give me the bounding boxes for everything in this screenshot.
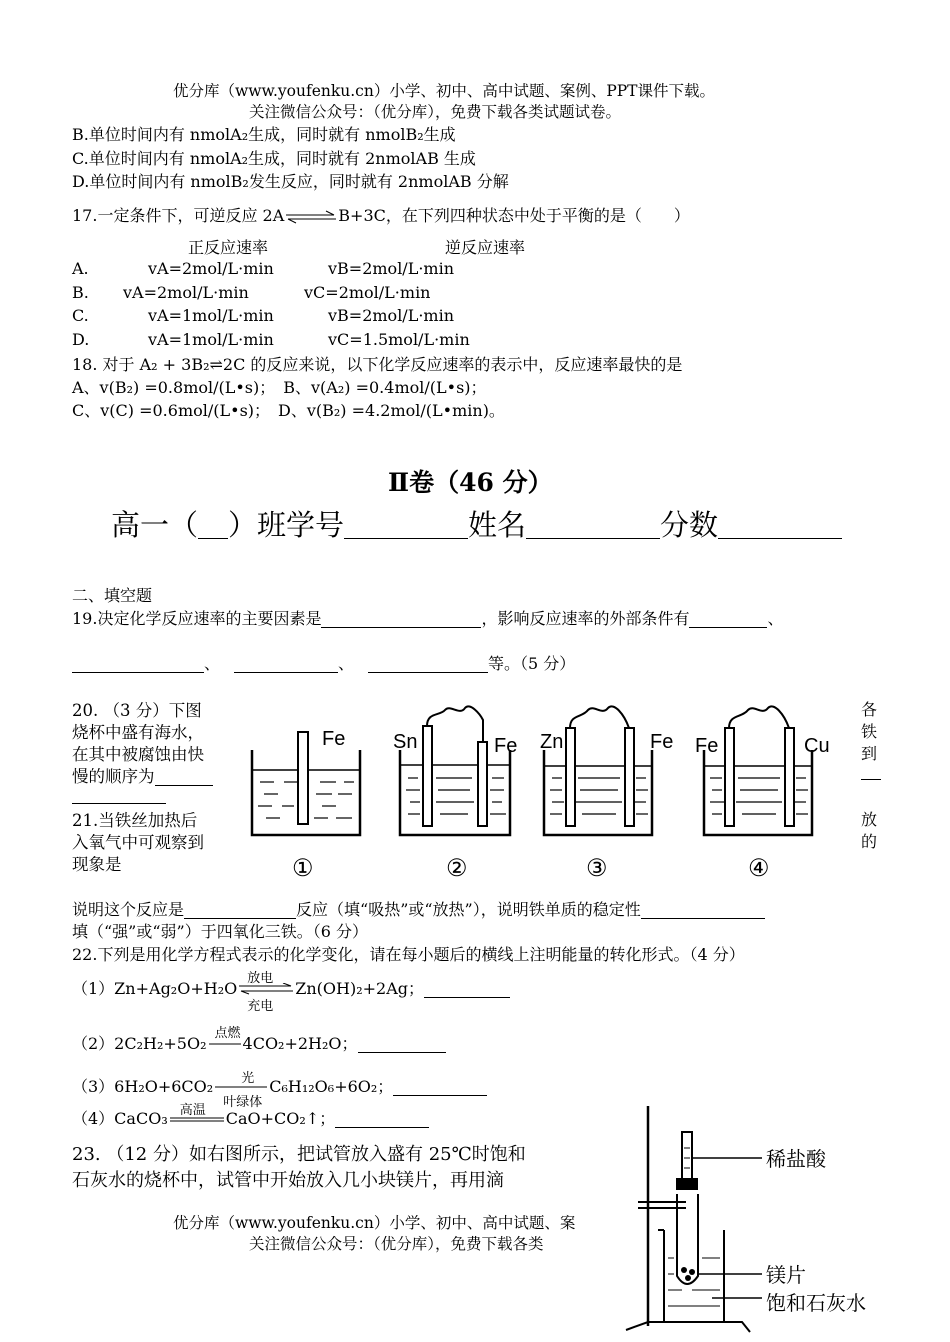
q22-eq-4-post: CaO+CO₂↑； [225, 1109, 336, 1128]
q20-right-blank[interactable] [861, 779, 881, 780]
q17-row-d-label: D. [72, 330, 90, 349]
q22-eq-2-post: 4CO₂+2H₂O； [242, 1034, 358, 1053]
q19-sep-1: 、 [204, 654, 221, 673]
score-blank[interactable] [718, 510, 842, 539]
q22-blank-1[interactable] [424, 979, 510, 998]
q21-blank-2[interactable] [641, 900, 765, 919]
q23-line-2: 石灰水的烧杯中，试管中开始放入几小块镁片，再用滴 [72, 1170, 504, 1191]
q22-eq-1-bot: 充电 [247, 998, 274, 1014]
q19-blank-2[interactable] [689, 609, 767, 628]
q20-right-2: 铁 [861, 722, 878, 741]
beaker-4-right-label: Cu [804, 735, 830, 757]
q22-eq-1-pre: （1）Zn+Ag₂O+H₂O [72, 979, 238, 998]
student-number-blank[interactable] [344, 510, 468, 539]
q21-line-3: 现象是 [72, 855, 122, 874]
q21-line-2: 入氧气中可观察到 [72, 833, 204, 852]
q21-blank-1[interactable] [184, 900, 296, 919]
beaker-3 [540, 706, 673, 882]
footer-line-1: 优分库（www.youfenku.cn）小学、初中、高中试题、案 [173, 1214, 576, 1232]
q16-option-c: C.单位时间内有 nmolA₂生成，同时就有 2nmolAB 生成 [72, 149, 476, 168]
q22-eq-4-top: 高温 [179, 1102, 206, 1118]
section-title: 二、填空题 [72, 586, 153, 605]
beaker-2-left-label: Sn [393, 731, 418, 753]
q18-stem: 18. 对于 A₂ + 3B₂⇌2C 的反应来说，以下化学反应速率的表示中，反应速率最快的是 [72, 355, 683, 374]
q17-row-b-label: B. [72, 283, 89, 302]
arrow-icon [213, 1070, 269, 1110]
q17-row-d-fwd: vA=1mol/L·min [148, 330, 274, 349]
q17-col-reverse: 逆反应速率 [445, 238, 526, 257]
apparatus-label-limewater: 饱和石灰水 [766, 1293, 866, 1315]
q21-line-1: 21.当铁丝加热后 [72, 811, 198, 830]
q19-end: 等。（5 分） [488, 654, 576, 673]
q19-blank-3[interactable] [72, 654, 204, 673]
q22-eq-2 [72, 1025, 446, 1054]
apparatus-label-acid: 稀盐酸 [766, 1149, 826, 1171]
q21-right-1: 放 [861, 810, 878, 829]
q19-post: 、 [767, 609, 784, 628]
name-blank[interactable] [526, 510, 660, 539]
q22-eq-1 [72, 970, 510, 1014]
q20-line-3: 在其中被腐蚀由快 [72, 745, 204, 764]
q20-blank-1[interactable] [155, 767, 213, 786]
beaker-4-number: ④ [748, 855, 770, 882]
class-blank[interactable] [198, 510, 228, 539]
q17-col-forward: 正反应速率 [188, 238, 269, 257]
q20-blank-row [72, 785, 166, 804]
header-line-2: 关注微信公众号：（优分库），免费下载各类试题试卷。 [249, 103, 622, 121]
q22-eq-3-top: 光 [241, 1070, 255, 1086]
q22-eq-4-pre: （4）CaCO₃ [72, 1109, 168, 1128]
q20-right-3: 到 [861, 744, 878, 763]
q17-row-a-label: A. [72, 259, 89, 278]
q22-eq-1-post: Zn(OH)₂+2Ag； [295, 979, 425, 998]
q21-cont-2: 反应（填“吸热”或“放热”），说明铁单质的稳定性 [296, 900, 641, 919]
beaker-1-right-label: Fe [322, 728, 346, 750]
q17-row-c-label: C. [72, 306, 89, 325]
beaker-3-number: ③ [586, 855, 608, 882]
q19-sep-2: 、 [338, 654, 355, 673]
q17-stem [72, 203, 690, 226]
q18-options-ab: A、v(B₂) =0.8mol/(L•s)； B、v(A₂) =0.4mol/(L•s)； [72, 378, 487, 397]
q21-cont-3: 填（“强”或“弱”）于四氧化三铁。（6 分） [72, 922, 368, 941]
q22-eq-2-pre: （2）2C₂H₂+5O₂ [72, 1034, 207, 1053]
q22-blank-3[interactable] [393, 1077, 487, 1096]
q19-pre: 19.决定化学反应速率的主要因素是 [72, 609, 322, 628]
q20-line-4 [72, 763, 213, 787]
q17-row-b-rev: vC=2mol/L·min [304, 283, 431, 302]
class-label-pre: 高一（ [111, 508, 199, 542]
q21-cont-1 [72, 897, 765, 920]
score-label: 分数 [660, 508, 719, 542]
q22-blank-4[interactable] [335, 1109, 429, 1128]
beaker-4-left-label: Fe [695, 735, 719, 757]
q19-blank-4[interactable] [234, 654, 338, 673]
q22-eq-1-top: 放电 [247, 970, 274, 986]
q22-eq-3-bot: 叶绿体 [223, 1094, 263, 1110]
footer-line-2: 关注微信公众号：（优分库），免费下载各类 [249, 1235, 544, 1253]
q21-cont-1-pre: 说明这个反应是 [72, 900, 185, 919]
q17-stem-post: B+3C，在下列四种状态中处于平衡的是（ ） [338, 206, 690, 225]
q20-line-4-text: 慢的顺序为 [72, 767, 155, 786]
beaker-3-left-label: Zn [540, 731, 564, 753]
q19-line-2 [72, 651, 575, 674]
student-info-line [111, 503, 842, 544]
corrosion-beakers-figure [240, 690, 850, 890]
header-line-1: 优分库（www.youfenku.cn）小学、初中、高中试题、案例、PPT课件下载。 [173, 82, 716, 100]
q20-blank-2[interactable] [72, 785, 166, 804]
q22-eq-3-pre: （3）6H₂O+6CO₂ [72, 1077, 214, 1096]
q17-row-d-rev: vC=1.5mol/L·min [328, 330, 470, 349]
q21-right-2: 的 [861, 832, 878, 851]
q23-line-1: 23. （12 分）如右图所示，把试管放入盛有 25℃时饱和 [72, 1144, 526, 1165]
q19-blank-5[interactable] [368, 654, 488, 673]
arrow-icon [207, 1025, 243, 1054]
q19-line-1 [72, 606, 783, 629]
q20-line-1: 20. （3 分）下图 [72, 701, 202, 720]
beaker-3-right-label: Fe [650, 731, 674, 753]
name-label: 姓名 [468, 508, 527, 542]
apparatus-label-magnesium: 镁片 [766, 1265, 806, 1287]
q20-line-2: 烧杯中盛有海水， [72, 723, 204, 742]
arrow-icon [168, 1102, 226, 1129]
q19-mid: ，影响反应速率的外部条件有 [481, 609, 690, 628]
q20-right-1: 各 [861, 700, 878, 719]
q17-row-a-fwd: vA=2mol/L·min [148, 259, 274, 278]
q22-stem: 22.下列是用化学方程式表示的化学变化，请在每小题后的横线上注明能量的转化形式。（4 分） [72, 945, 745, 964]
beaker-4 [695, 706, 830, 882]
q19-blank-1[interactable] [321, 609, 481, 628]
class-label-post: ）班学号 [228, 508, 345, 542]
q17-row-c-rev: vB=2mol/L·min [328, 306, 454, 325]
apparatus-figure [612, 1098, 902, 1338]
q17-row-b-fwd: vA=2mol/L·min [123, 283, 249, 302]
double-arrow-icon [237, 970, 295, 1014]
q22-eq-2-top: 点燃 [214, 1025, 241, 1041]
beaker-1-number: ① [292, 855, 314, 882]
beaker-2-right-label: Fe [494, 735, 518, 757]
q18-options-cd: C、v(C) =0.6mol/(L•s)； D、v(B₂) =4.2mol/(L•min)。 [72, 401, 505, 420]
part2-title: Ⅱ卷（46 分） [388, 468, 553, 497]
q17-stem-pre: 17.一定条件下，可逆反应 2A [72, 206, 285, 225]
q22-eq-3-post: C₆H₁₂O₆+6O₂； [269, 1077, 394, 1096]
beaker-2 [393, 706, 517, 882]
q16-option-d: D.单位时间内有 nmolB₂发生反应，同时就有 2nmolAB 分解 [72, 172, 509, 191]
q17-row-c-fwd: vA=1mol/L·min [148, 306, 274, 325]
beaker-1 [252, 728, 360, 882]
q17-row-a-rev: vB=2mol/L·min [328, 259, 454, 278]
equilibrium-arrow-icon [284, 209, 338, 225]
q22-blank-2[interactable] [358, 1034, 446, 1053]
beaker-2-number: ② [446, 855, 468, 882]
q16-option-b: B.单位时间内有 nmolA₂生成，同时就有 nmolB₂生成 [72, 125, 456, 144]
